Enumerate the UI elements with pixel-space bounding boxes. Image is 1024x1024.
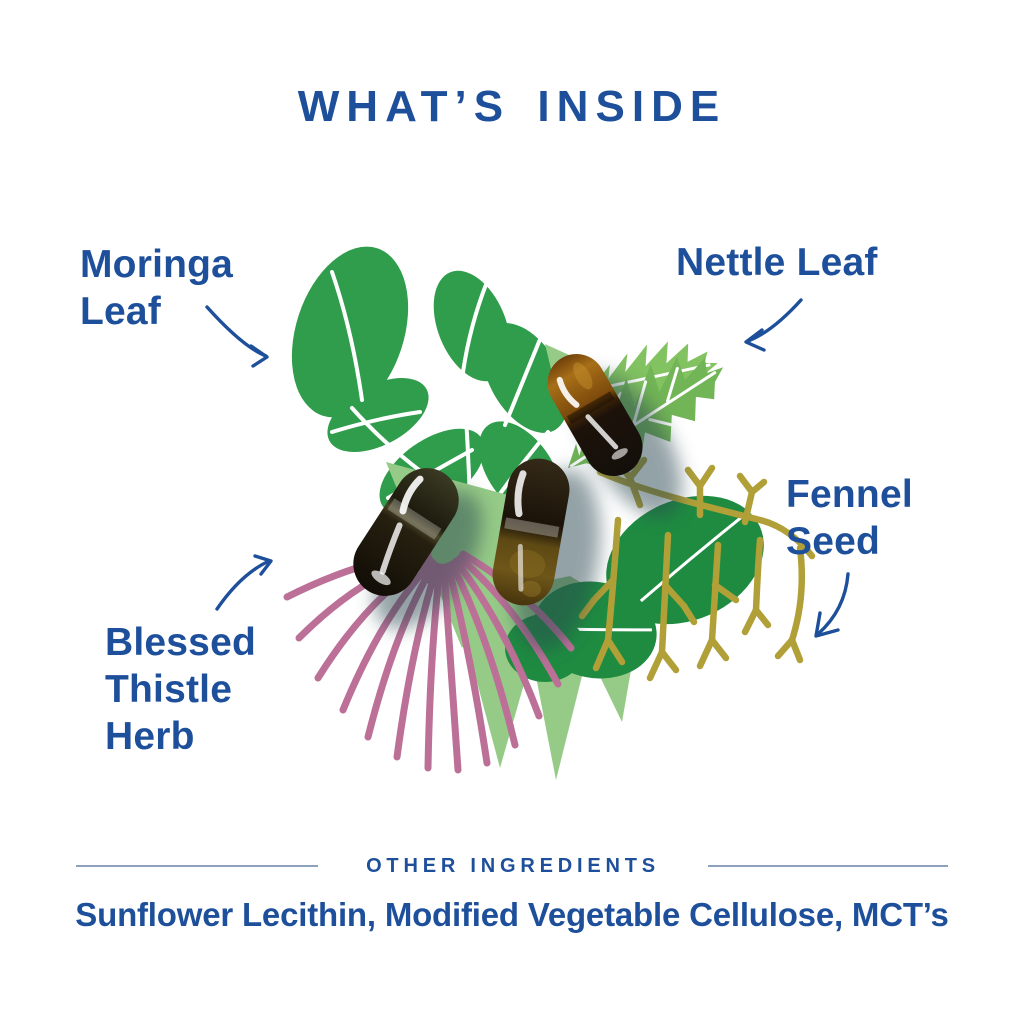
label-line: Fennel xyxy=(786,473,913,516)
other-ingredients-list: Sunflower Lecithin, Modified Vegetable Cellulose, MCT’s xyxy=(75,896,949,933)
label-line: Moringa xyxy=(80,243,234,286)
divider-line-right xyxy=(708,865,948,867)
page-title: WHAT’S INSIDE xyxy=(297,82,727,131)
label-line: Seed xyxy=(786,519,881,563)
label-line: Herb xyxy=(105,714,195,758)
other-ingredients-heading: OTHER INGREDIENTS xyxy=(366,854,660,877)
divider-line-left xyxy=(76,865,318,867)
other-ingredients-header xyxy=(0,853,1024,879)
label-moringa-leaf xyxy=(80,242,233,336)
label-blessed-thistle-herb xyxy=(105,620,256,760)
label-fennel-seed xyxy=(786,472,913,566)
nettle-arrow-icon xyxy=(746,300,801,350)
thistle-arrow-icon xyxy=(217,556,271,609)
label-line: Nettle Leaf xyxy=(676,241,878,284)
label-nettle-leaf xyxy=(676,240,878,287)
label-line: Blessed xyxy=(105,621,256,664)
label-line: Leaf xyxy=(80,289,161,333)
label-line: Thistle xyxy=(105,667,233,711)
fennel-arrow-icon xyxy=(816,574,848,636)
